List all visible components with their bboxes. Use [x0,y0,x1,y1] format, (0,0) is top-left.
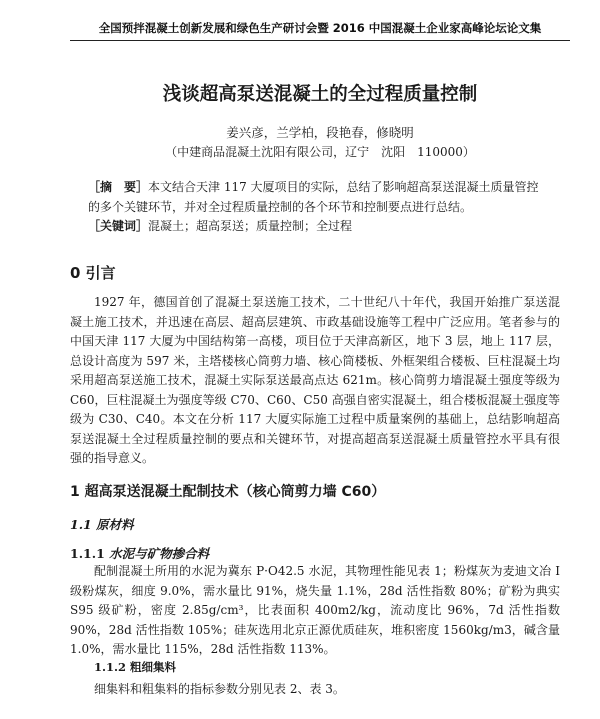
subsubsection-heading-1-1-1 [70,544,209,562]
keywords-text: 混凝土；超高泵送；质量控制；全过程 [148,219,353,233]
keywords-tag: ［关键词］ [88,219,149,233]
affiliation: （中建商品混凝土沈阳有限公司，辽宁 沈阳 110000） [165,145,475,159]
abstract-tag: ［摘 要］ [88,180,149,194]
subsection-heading-1-1: 1.1 原材料 [70,517,134,532]
authors: 姜兴彦，兰学柏，段艳春，修晓明 [226,125,414,140]
intro-paragraph: 1927 年，德国首创了混凝土泵送施工技术，二十世纪八十年代，我国开始推广泵送混凝土施工技术，并迅速在高层、超高层建筑、市政基础设施等工程中广泛应用。笔者参与的中国天津 117 大厦为中国结构第一高楼，项目位于天津高新区，地下 3 层，地上 117 层，总设计高度为 597 米，主塔楼核心筒剪力墙、核心筒楼板、外框架组合楼板、巨柱混凝土均采用超高泵送施工技术，混凝土实际泵送最高点达 621m。核心筒剪力墙混凝土强度等级为 C60，巨柱混凝土为强度等级 C70、C60、C50 高强自密实混凝土，组合楼板混凝土强度等级为 C30、C40。本文在分析 117 大厦实际施工过程中质量案例的基础上，总结影响超高泵送混凝土全过程质量控制的要点和关键环节，对提高超高泵送混凝土质量管控水平具有很强的指导意义。 [70,295,560,465]
abstract [88,177,550,217]
subsubsection-heading-1-1-2: 1.1.2 粗细集料 [94,660,177,674]
running-header: 全国预拌混凝土创新发展和绿色生产研讨会暨 2016 中国混凝土企业家高峰论坛论文集 [98,21,542,35]
materials-paragraph: 配制混凝土所用的水泥为冀东 P·O42.5 水泥，其物理性能见表 1；粉煤灰为麦迪文冶 I 级粉煤灰，细度 9.0%，需水量比 91%，烧失量 1.1%，28d 活性指数 80%；矿粉为典实 S95 级矿粉，密度 2.85g/cm³，比表面积 400m2/kg，流动度比 96%，7d 活性指数 90%，28d 活性指数 105%；硅灰选用北京正源优质硅灰，堆积密度 1560kg/m3，碱含量 1.0%，需水量比 115%，28d 活性指数 113%。 [70,564,560,656]
subsubsection-number: 1.1.1 [70,546,105,561]
section-heading-intro: 0 引言 [70,264,116,282]
aggregate-paragraph: 细集料和粗集料的指标参数分别见表 2、表 3。 [94,682,345,696]
paper-title: 浅谈超高泵送混凝土的全过程质量控制 [162,84,478,105]
keywords [88,216,550,236]
subsubsection-title: 水泥与矿物掺合料 [109,546,210,561]
abstract-text: 本文结合天津 117 大厦项目的实际，总结了影响超高泵送混凝土质量管控的多个关键环节，并对全过程质量控制的各个环节和控制要点进行总结。 [88,180,539,214]
section-heading-1: 1 超高泵送混凝土配制技术（核心筒剪力墙 C60） [70,484,386,500]
header-rule [70,40,570,41]
